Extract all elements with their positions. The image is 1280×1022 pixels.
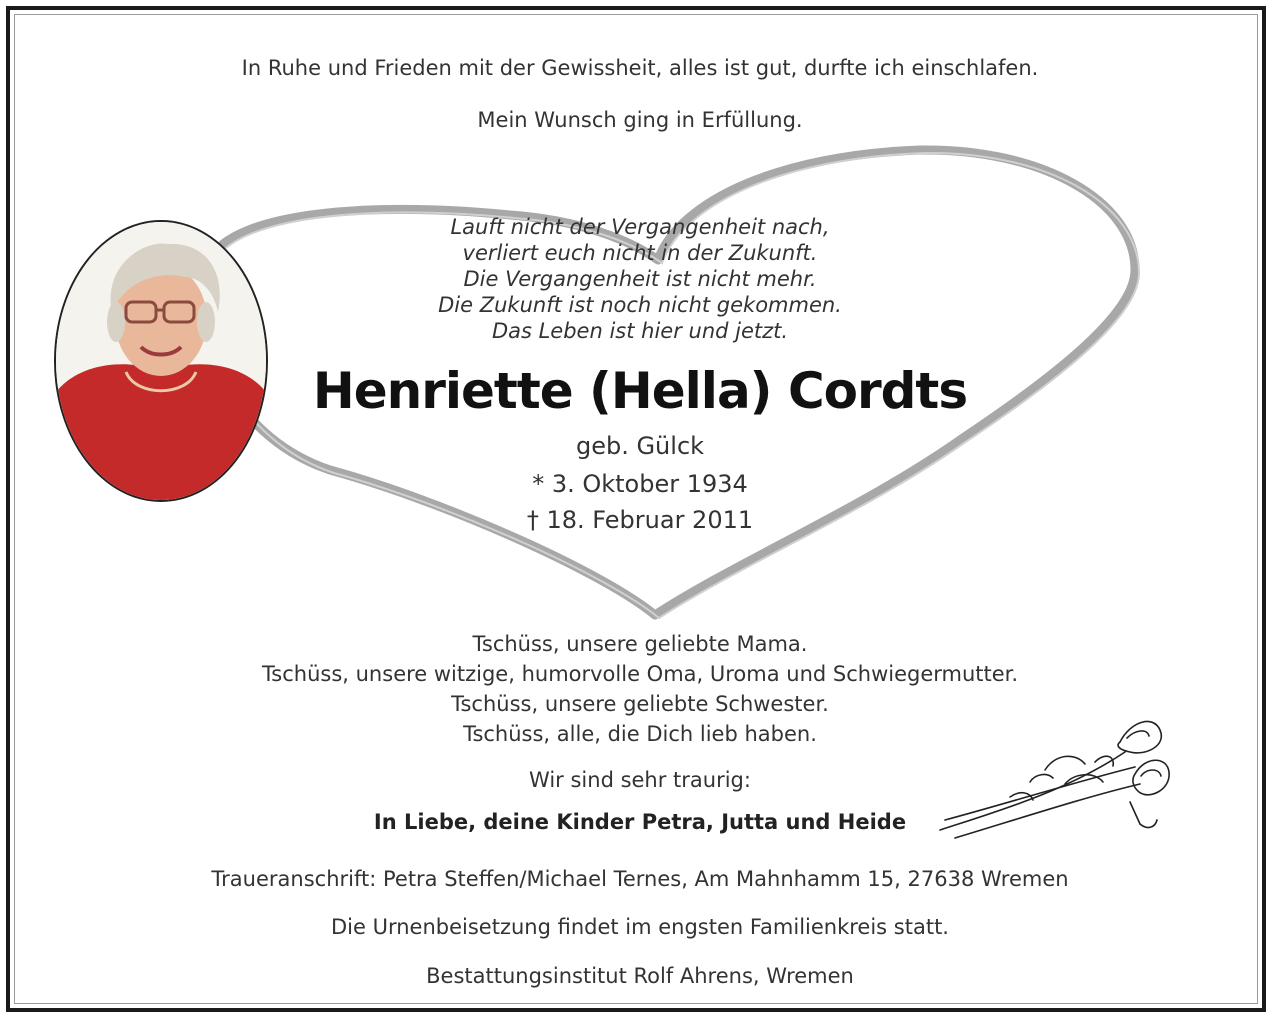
burial-note: Die Urnenbeisetzung findet im engsten Familienkreis statt. (330, 915, 949, 939)
farewell-line: Tschüss, unsere witzige, humorvolle Oma, Uroma und Schwiegermutter. (261, 662, 1019, 686)
deceased-name: Henriette (Hella) Cordts (312, 362, 968, 420)
maiden-name: geb. Gülck (575, 432, 705, 460)
death-date: † 18. Februar 2011 (526, 506, 754, 534)
rose-icon (935, 712, 1175, 842)
poem-line: verliert euch nicht in der Zukunft. (462, 241, 818, 265)
sad-line: Wir sind sehr traurig: (529, 768, 751, 792)
farewell-line: Tschüss, unsere geliebte Schwester. (451, 692, 829, 716)
signature-line: In Liebe, deine Kinder Petra, Jutta und Heide (373, 810, 907, 834)
funeral-home: Bestattungsinstitut Rolf Ahrens, Wremen (426, 964, 854, 988)
poem-line: Die Vergangenheit ist nicht mehr. (463, 267, 817, 291)
poem-line: Lauft nicht der Vergangenheit nach, (450, 215, 830, 239)
poem-line: Das Leben ist hier und jetzt. (491, 319, 789, 343)
farewell-line: Tschüss, unsere geliebte Mama. (472, 632, 808, 656)
wish-line: Mein Wunsch ging in Erfüllung. (477, 108, 803, 132)
poem-line: Die Zukunft ist noch nicht gekommen. (438, 293, 842, 317)
mourning-address: Traueranschrift: Petra Steffen/Michael Ternes, Am Mahnhamm 15, 27638 Wremen (211, 867, 1069, 891)
birth-date: * 3. Oktober 1934 (532, 470, 748, 498)
intro-line: In Ruhe und Frieden mit der Gewissheit, alles ist gut, durfte ich einschlafen. (241, 56, 1039, 80)
farewell-line: Tschüss, alle, die Dich lieb haben. (463, 722, 817, 746)
